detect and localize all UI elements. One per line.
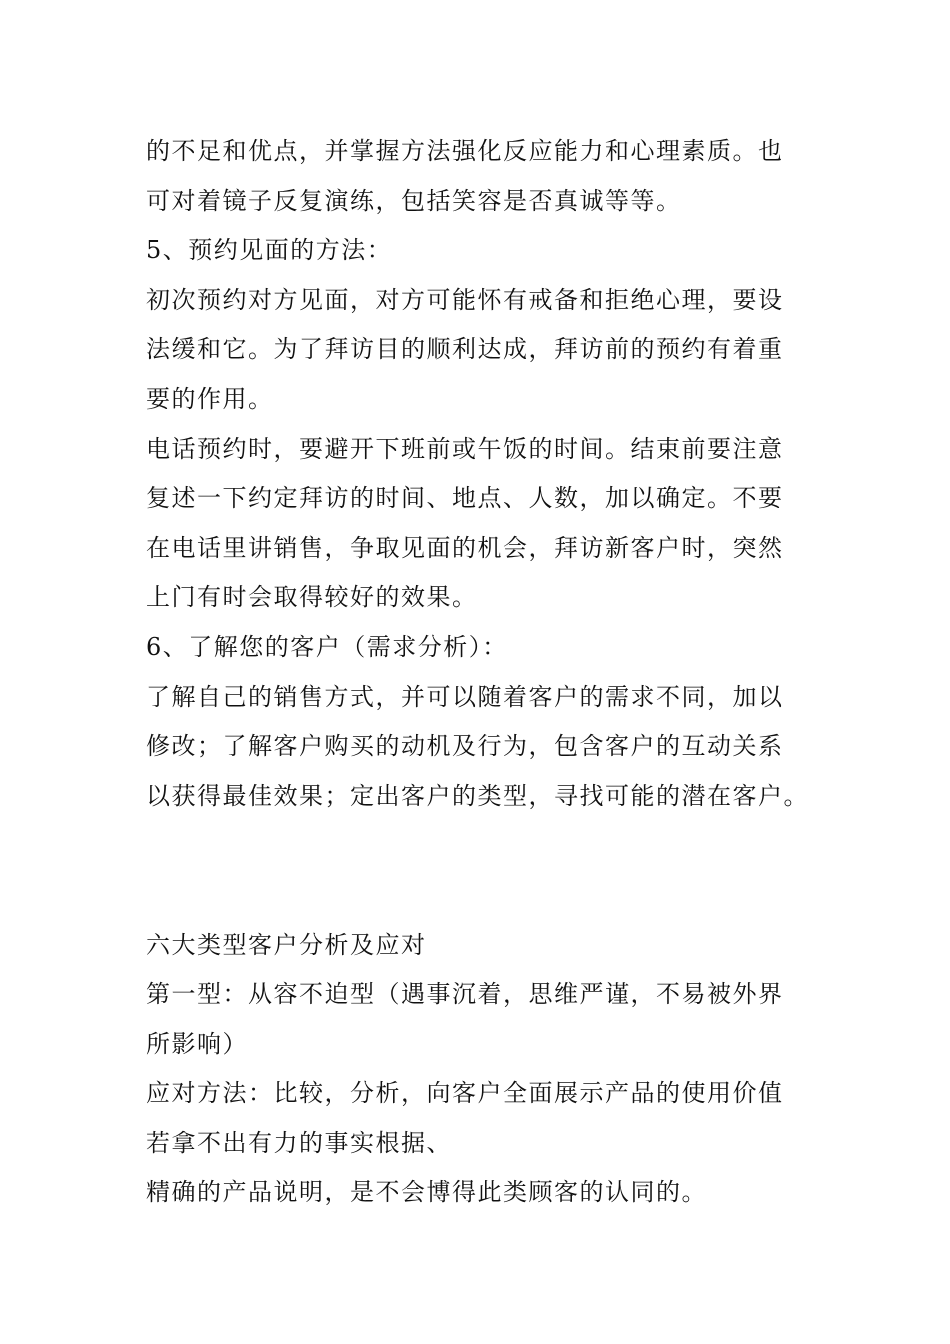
body-line: 应对方法：比较，分析，向客户全面展示产品的使用价值 xyxy=(146,1079,784,1108)
section-heading: 5、预约见面的方法： xyxy=(146,236,393,265)
blank-space xyxy=(146,821,816,920)
body-line: 以获得最佳效果；定出客户的类型，寻找可能的潜在客户。 xyxy=(146,781,809,810)
body-line: 要的作用。 xyxy=(146,384,274,413)
section-heading: 6、了解您的客户（需求分析）： xyxy=(146,632,508,661)
body-line: 第一型：从容不迫型（遇事沉着，思维严谨，不易被外界 xyxy=(146,980,784,1009)
body-line: 在电话里讲销售，争取见面的机会，拜访新客户时，突然 xyxy=(146,533,784,562)
body-line: 可对着镜子反复演练，包括笑容是否真诚等等。 xyxy=(146,186,682,215)
body-line: 精确的产品说明，是不会博得此类顾客的认同的。 xyxy=(146,1178,707,1207)
body-line: 了解自己的销售方式，并可以随着客户的需求不同，加以 xyxy=(146,682,784,711)
body-line: 所影响） xyxy=(146,1029,248,1058)
document-body xyxy=(146,127,816,1218)
body-line: 若拿不出有力的事实根据、 xyxy=(146,1128,452,1157)
body-line: 上门有时会取得较好的效果。 xyxy=(146,583,478,612)
body-line: 复述一下约定拜访的时间、地点、人数，加以确定。不要 xyxy=(146,484,784,513)
body-line: 的不足和优点，并掌握方法强化反应能力和心理素质。也 xyxy=(146,137,784,165)
section-heading: 六大类型客户分析及应对 xyxy=(146,930,427,959)
body-line: 法缓和它。为了拜访目的顺利达成，拜访前的预约有着重 xyxy=(146,335,784,364)
body-line: 初次预约对方见面，对方可能怀有戒备和拒绝心理，要设 xyxy=(146,285,784,314)
body-line: 电话预约时，要避开下班前或午饭的时间。结束前要注意 xyxy=(146,434,784,463)
body-line: 修改；了解客户购买的动机及行为，包含客户的互动关系 xyxy=(146,732,784,761)
